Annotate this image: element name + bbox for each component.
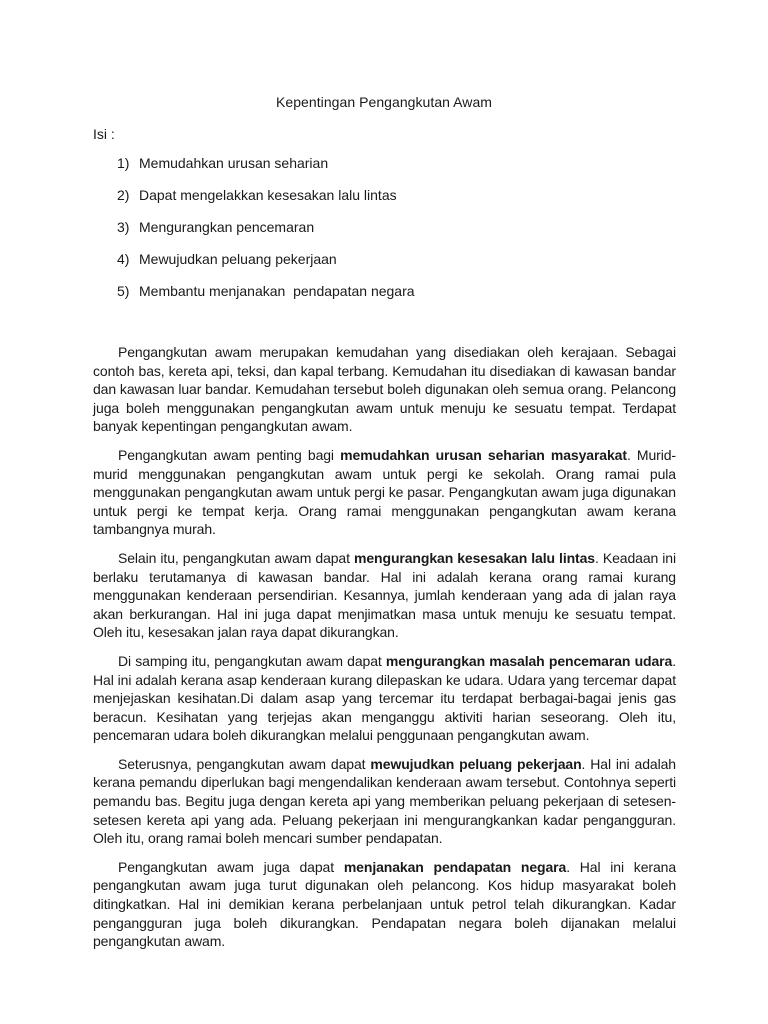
paragraph-text: Pengangkutan awam juga dapat xyxy=(118,858,344,875)
paragraph-text: . Hal ini adalah kerana asap kenderaan kurang dilepaskan ke udara. Udara yang tercemar dapat menjejaskan kesihatan.Di dalam asap yang tercemar itu terdapat berbagai-bagai jenis gas beracun. Kesihatan yang terjejas akan menganggu aktiviti harian seseorang. Oleh itu, pencemaran udara boleh dikurangkan melalui penggunaan pengangkutan awam. xyxy=(93,652,676,744)
list-item xyxy=(117,154,415,186)
paragraph-text: . Hal ini kerana pengangkutan awam juga turut digunakan oleh pelancong. Kos hidup masyarakat boleh ditingkatkan. Hal ini demikian kerana perbelanjaan untuk petrol telah dikurangkan. Kadar pengangguran juga boleh dikurangkan. Pendapatan negara boleh dijanakan melalui pengangkutan awam. xyxy=(93,858,677,950)
list-item xyxy=(117,218,415,250)
list-item-text: Mengurangkan pencemaran xyxy=(139,219,315,235)
list-item-number: 4) xyxy=(117,251,130,267)
paragraph-text: Pengangkutan awam merupakan kemudahan yang disediakan oleh kerajaan. Sebagai contoh bas, kereta api, teksi, dan kapal terbang. Kemudahan itu disediakan di kawasan bandar dan kawasan luar bandar. Kemudahan tersebut boleh digunakan oleh semua orang. Pelancong juga boleh menggunakan pengangkutan awam untuk menuju ke sesuatu tempat. Terdapat banyak kepentingan pengangkutan awam. xyxy=(93,344,676,435)
list-item-text: Membantu menjanakan pendapatan negara xyxy=(139,283,415,299)
list-item xyxy=(117,250,415,282)
list-item-text: Mewujudkan peluang pekerjaan xyxy=(139,251,337,267)
paragraph-text: . Keadaan ini berlaku terutamanya di kawasan bandar. Hal ini adalah kerana orang ramai kurang menggunakan kenderaan persendirian. Kesannya, jumlah kenderaan yang ada di jalan raya akan berkurangan. Hal ini juga dapat menjimatkan masa untuk menuju ke sesuatu tempat. Oleh itu, kesesakan jalan raya dapat dikurangkan. xyxy=(93,549,676,641)
paragraph-introduction xyxy=(93,343,676,436)
list-item xyxy=(117,282,415,314)
paragraph-text: . Murid-murid menggunakan pengangkutan awam untuk pergi ke sekolah. Orang ramai pula menggunakan pengangkutan awam untuk pergi ke pasar. Pengangkutan awam juga digunakan untuk pergi ke tempat kerja. Orang ramai menggunakan pengangkutan awam kerana tambangnya murah. xyxy=(93,446,676,538)
paragraph-key-phrase: mewujudkan peluang pekerjaan xyxy=(370,755,582,772)
list-item-number: 1) xyxy=(117,155,130,171)
list-item-number: 5) xyxy=(117,283,130,299)
list-item-text: Dapat mengelakkan kesesakan lalu lintas xyxy=(139,187,397,203)
paragraph-key-phrase: menjanakan pendapatan negara xyxy=(343,858,567,875)
points-list xyxy=(117,154,415,314)
list-item xyxy=(117,186,415,218)
isi-label: Isi : xyxy=(93,126,115,142)
paragraph-point-1 xyxy=(93,446,676,539)
paragraph-key-phrase: mengurangkan masalah pencemaran udara xyxy=(385,652,673,669)
paragraph-text: Di samping itu, pengangkutan awam dapat xyxy=(118,652,386,669)
paragraph-key-phrase: memudahkan urusan seharian masyarakat xyxy=(340,446,627,463)
paragraph-key-phrase: mengurangkan kesesakan lalu lintas xyxy=(354,549,595,566)
page-title: Kepentingan Pengangkutan Awam xyxy=(275,94,493,110)
paragraph-point-3 xyxy=(93,652,676,745)
list-item-number: 2) xyxy=(117,187,130,203)
paragraph-text: Pengangkutan awam penting bagi xyxy=(118,446,341,463)
list-item-number: 3) xyxy=(117,219,130,235)
paragraph-point-5 xyxy=(93,858,676,951)
paragraph-text: Selain itu, pengangkutan awam dapat xyxy=(118,549,354,566)
paragraph-text: Seterusnya, pengangkutan awam dapat xyxy=(118,755,371,772)
list-item-text: Memudahkan urusan seharian xyxy=(139,155,329,171)
paragraph-point-2 xyxy=(93,549,676,642)
essay-body xyxy=(93,343,676,961)
paragraph-point-4 xyxy=(93,755,676,848)
paragraph-text: . Hal ini adalah kerana pemandu diperlukan bagi mengendalikan kenderaan awam tersebut. Contohnya seperti pemandu bas. Begitu juga dengan kereta api yang memberikan peluang pekerjaan di setesen-setesen kereta api yang ada. Peluang pekerjaan ini mengurangkankan kadar pengangguran. Oleh itu, orang ramai boleh mencari sumber pendapatan. xyxy=(93,755,676,847)
